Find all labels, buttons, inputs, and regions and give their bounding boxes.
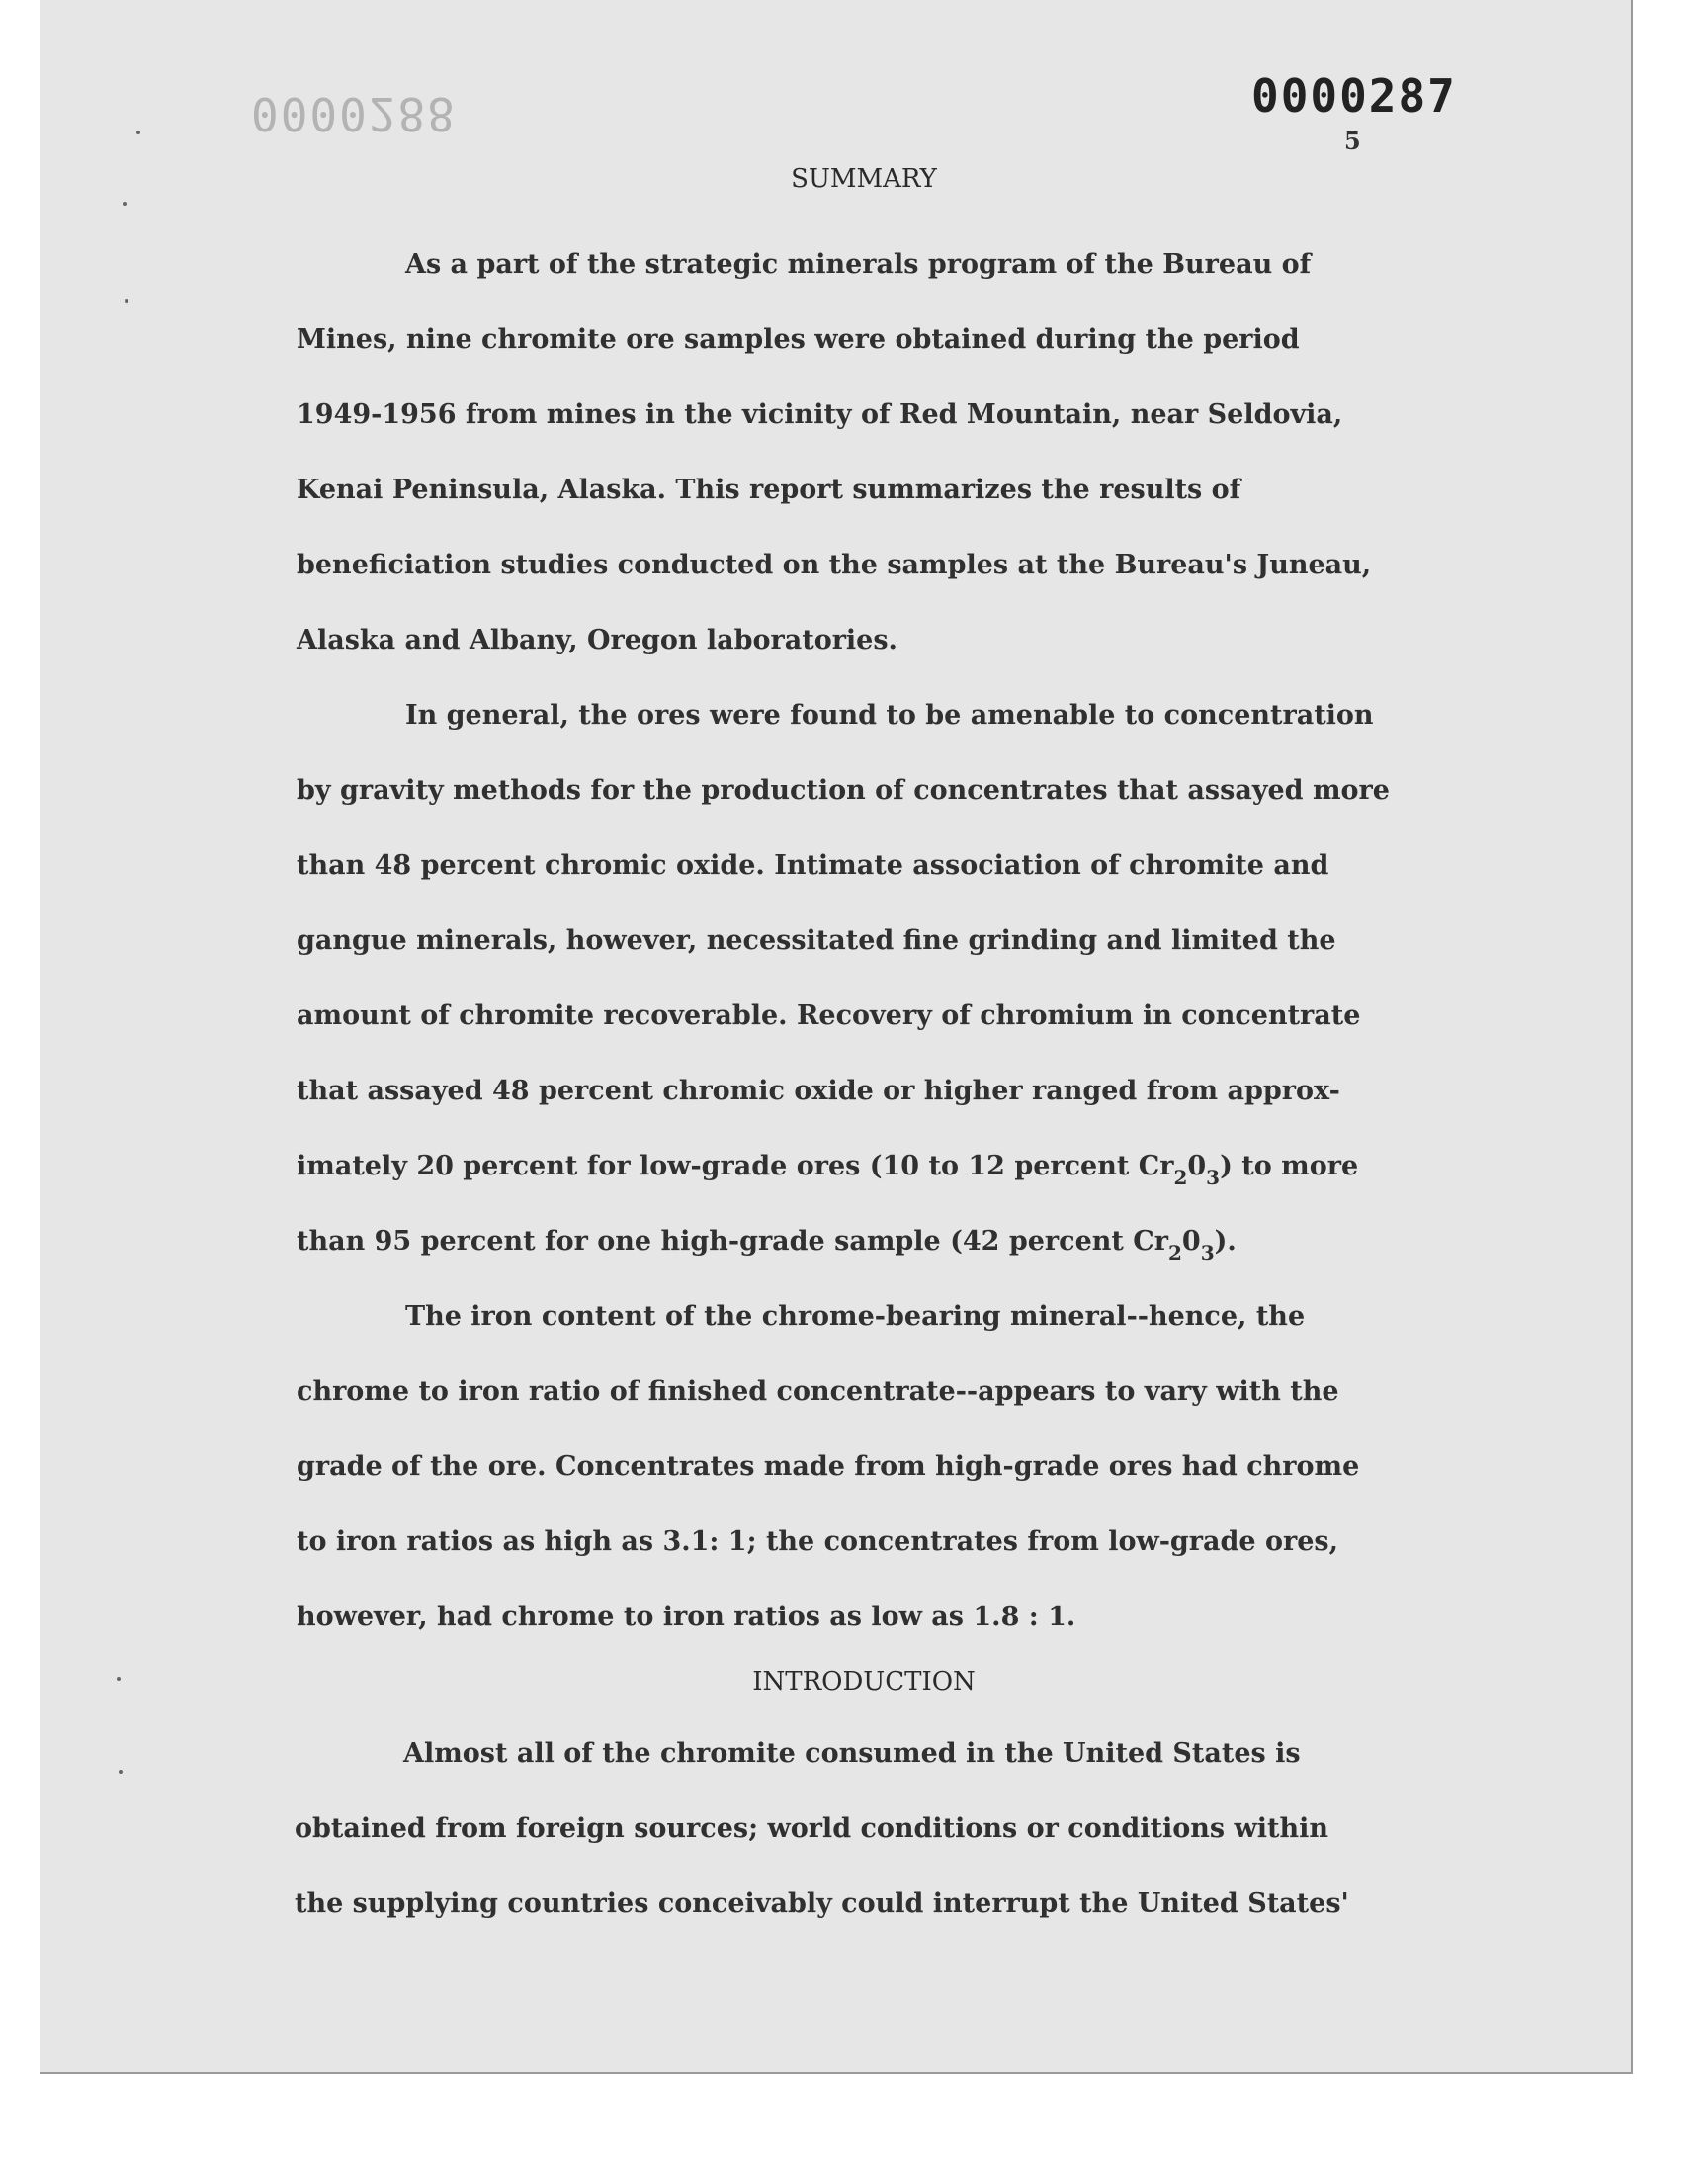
scan-speck — [123, 202, 127, 206]
scan-speck — [125, 299, 128, 303]
ghost-stamp-number: 0000288 — [251, 87, 457, 140]
intro-line: Almost all of the chromite consumed in the United States is — [403, 1738, 1301, 1769]
summary-line: amount of chromite recoverable. Recovery of chromium in concentrate — [297, 1000, 1361, 1031]
scan-speck — [119, 1770, 123, 1774]
summary-line: 1949-1956 from mines in the vicinity of Red Mountain, near Seldovia, — [297, 399, 1343, 430]
summary-line: As a part of the strategic minerals program of the Bureau of — [405, 249, 1312, 280]
introduction-heading: INTRODUCTION — [752, 1667, 976, 1696]
summary-line: that assayed 48 percent chromic oxide or higher ranged from approx- — [297, 1076, 1340, 1106]
page-number: 5 — [1344, 127, 1361, 155]
formula-line-tail: ) to more — [1220, 1151, 1359, 1181]
scan-speck — [117, 1677, 121, 1681]
summary-line: by gravity methods for the production of concentrates that assayed more — [297, 775, 1390, 806]
formula-oxygen: 0 — [1187, 1151, 1207, 1181]
stamp-number: 0000287 — [1251, 69, 1457, 123]
formula-line-tail: ). — [1214, 1226, 1237, 1257]
formula-subscript: 3 — [1206, 1166, 1221, 1189]
formula-subscript: 2 — [1173, 1166, 1188, 1189]
summary-line: Alaska and Albany, Oregon laboratories. — [297, 625, 897, 655]
summary-line: In general, the ores were found to be amenable to concentration — [405, 700, 1374, 731]
intro-line: obtained from foreign sources; world conditions or conditions within — [295, 1813, 1328, 1844]
summary-line: grade of the ore. Concentrates made from high-grade ores had chrome — [297, 1451, 1360, 1482]
summary-line: than 48 percent chromic oxide. Intimate association of chromite and — [297, 850, 1329, 881]
formula-oxygen: 0 — [1181, 1226, 1201, 1257]
scan-speck — [136, 130, 140, 134]
intro-line: the supplying countries conceivably could interrupt the United States' — [295, 1888, 1349, 1919]
summary-line: however, had chrome to iron ratios as low as 1.8 : 1. — [297, 1602, 1076, 1632]
formula-subscript: 3 — [1200, 1241, 1215, 1264]
summary-line: Kenai Peninsula, Alaska. This report summarizes the results of — [297, 475, 1241, 505]
introduction-body — [295, 1716, 1461, 1942]
summary-heading: SUMMARY — [791, 164, 937, 194]
summary-line: gangue minerals, however, necessitated fine grinding and limited the — [297, 925, 1336, 956]
summary-line: to iron ratios as high as 3.1: 1; the concentrates from low-grade ores, — [297, 1526, 1338, 1557]
summary-line: The iron content of the chrome-bearing mineral--hence, the — [405, 1301, 1306, 1332]
summary-line-formula — [297, 1129, 1463, 1204]
formula-line-text: than 95 percent for one high-grade sample (42 percent Cr — [297, 1226, 1168, 1257]
formula-subscript: 2 — [1167, 1241, 1182, 1264]
summary-line: chrome to iron ratio of finished concentrate--appears to vary with the — [297, 1376, 1339, 1407]
summary-line: beneficiation studies conducted on the samples at the Bureau's Juneau, — [297, 550, 1372, 580]
summary-line: Mines, nine chromite ore samples were obtained during the period — [297, 324, 1300, 355]
document-page — [40, 0, 1633, 2074]
summary-body — [297, 227, 1463, 1655]
formula-line-text: imately 20 percent for low-grade ores (10 to 12 percent Cr — [297, 1151, 1174, 1181]
summary-line-formula — [297, 1204, 1463, 1279]
